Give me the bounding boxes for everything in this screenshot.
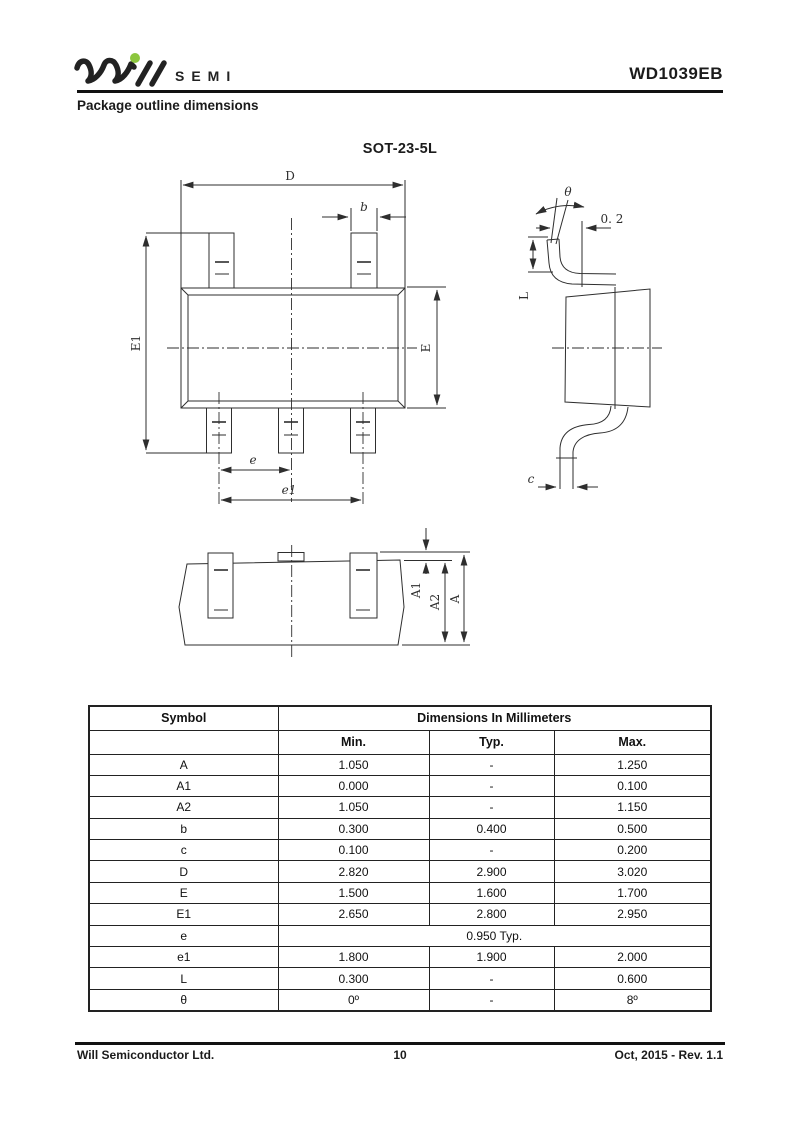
- dimensions-table: [88, 705, 712, 1012]
- typ-cell: -: [429, 840, 554, 861]
- dim-label-E1: E1: [129, 334, 143, 352]
- table-row: [89, 797, 711, 818]
- symbol-cell: e1: [89, 947, 278, 968]
- min-cell: 1.050: [278, 754, 429, 775]
- table-row: [89, 861, 711, 882]
- max-cell: 1.150: [554, 797, 711, 818]
- dim-label-e1: e1: [281, 483, 297, 497]
- logo-w-stroke: [77, 61, 134, 82]
- min-header: Min.: [278, 730, 429, 754]
- typ-cell: 1.900: [429, 947, 554, 968]
- symbol-cell: E: [89, 882, 278, 903]
- max-cell: 8º: [554, 989, 711, 1010]
- symbol-cell: b: [89, 818, 278, 839]
- typ-cell: -: [429, 775, 554, 796]
- min-cell: 1.050: [278, 797, 429, 818]
- symbol-cell: L: [89, 968, 278, 989]
- min-cell: 0.300: [278, 968, 429, 989]
- dim-label-c: c: [527, 472, 535, 486]
- product-code: WD1039EB: [629, 64, 723, 83]
- empty-header-cell: [89, 730, 278, 754]
- min-cell: 1.500: [278, 882, 429, 903]
- typ-cell: 2.900: [429, 861, 554, 882]
- table-row: [89, 989, 711, 1010]
- footer-revision: Oct, 2015 - Rev. 1.1: [614, 1048, 723, 1062]
- dimensions-header: Dimensions In Millimeters: [278, 706, 711, 730]
- min-cell: 0.300: [278, 818, 429, 839]
- table-row: [89, 968, 711, 989]
- dim-label-b: b: [360, 200, 368, 214]
- min-cell: 0º: [278, 989, 429, 1010]
- dim-label-e: e: [249, 453, 257, 467]
- span-value-cell: 0.950 Typ.: [278, 925, 711, 946]
- logo-green-dot: [130, 53, 140, 63]
- symbol-cell: c: [89, 840, 278, 861]
- footer: [77, 1048, 723, 1062]
- max-cell: 0.200: [554, 840, 711, 861]
- symbol-cell: A1: [89, 775, 278, 796]
- typ-cell: -: [429, 797, 554, 818]
- table-row: [89, 818, 711, 839]
- max-cell: 0.100: [554, 775, 711, 796]
- header-rule: [77, 90, 723, 93]
- max-cell: 2.950: [554, 904, 711, 925]
- max-cell: 3.020: [554, 861, 711, 882]
- min-cell: 1.800: [278, 947, 429, 968]
- max-cell: 0.600: [554, 968, 711, 989]
- symbol-cell: A2: [89, 797, 278, 818]
- package-outline-drawing: [0, 120, 800, 680]
- table-row: [89, 775, 711, 796]
- footer-rule: [75, 1042, 725, 1045]
- symbol-cell: E1: [89, 904, 278, 925]
- table-row: [89, 904, 711, 925]
- footer-company: Will Semiconductor Ltd.: [77, 1048, 215, 1062]
- typ-cell: 1.600: [429, 882, 554, 903]
- page-number: 10: [393, 1048, 407, 1062]
- symbol-cell: D: [89, 861, 278, 882]
- dim-label-L: L: [517, 292, 531, 300]
- max-cell: 1.250: [554, 754, 711, 775]
- table-row: [89, 840, 711, 861]
- symbol-header: Symbol: [89, 706, 278, 730]
- typ-cell: 0.400: [429, 818, 554, 839]
- typ-cell: 2.800: [429, 904, 554, 925]
- dim-label-A2: A2: [428, 593, 442, 611]
- typ-cell: -: [429, 989, 554, 1010]
- min-cell: 2.820: [278, 861, 429, 882]
- dim-label-A: A: [448, 594, 462, 604]
- dim-label-A1: A1: [409, 581, 423, 599]
- max-cell: 2.000: [554, 947, 711, 968]
- symbol-cell: θ: [89, 989, 278, 1010]
- side-view: [528, 198, 662, 489]
- min-cell: 0.100: [278, 840, 429, 861]
- typ-header: Typ.: [429, 730, 554, 754]
- dim-label-theta: θ: [564, 185, 572, 199]
- typ-cell: -: [429, 968, 554, 989]
- max-cell: 0.500: [554, 818, 711, 839]
- table-row: [89, 754, 711, 775]
- min-cell: 2.650: [278, 904, 429, 925]
- dim-label-D: D: [285, 169, 295, 183]
- symbol-cell: e: [89, 925, 278, 946]
- section-title: Package outline dimensions: [77, 98, 259, 113]
- table-row: [89, 947, 711, 968]
- max-cell: 1.700: [554, 882, 711, 903]
- logo-semi-text: SEMI: [175, 68, 238, 84]
- max-header: Max.: [554, 730, 711, 754]
- symbol-cell: A: [89, 754, 278, 775]
- logo-slash-1: [138, 63, 150, 84]
- logo-slash-2: [152, 63, 164, 84]
- dim-label-tip-offset: 0. 2: [600, 212, 624, 226]
- package-name: SOT-23-5L: [362, 141, 438, 157]
- front-view: [179, 528, 470, 658]
- typ-cell: -: [429, 754, 554, 775]
- table-row: [89, 882, 711, 903]
- min-cell: 0.000: [278, 775, 429, 796]
- will-semi-logo: [70, 40, 280, 95]
- top-view: [146, 180, 446, 505]
- table-row: [89, 925, 711, 946]
- dim-label-E: E: [419, 343, 433, 353]
